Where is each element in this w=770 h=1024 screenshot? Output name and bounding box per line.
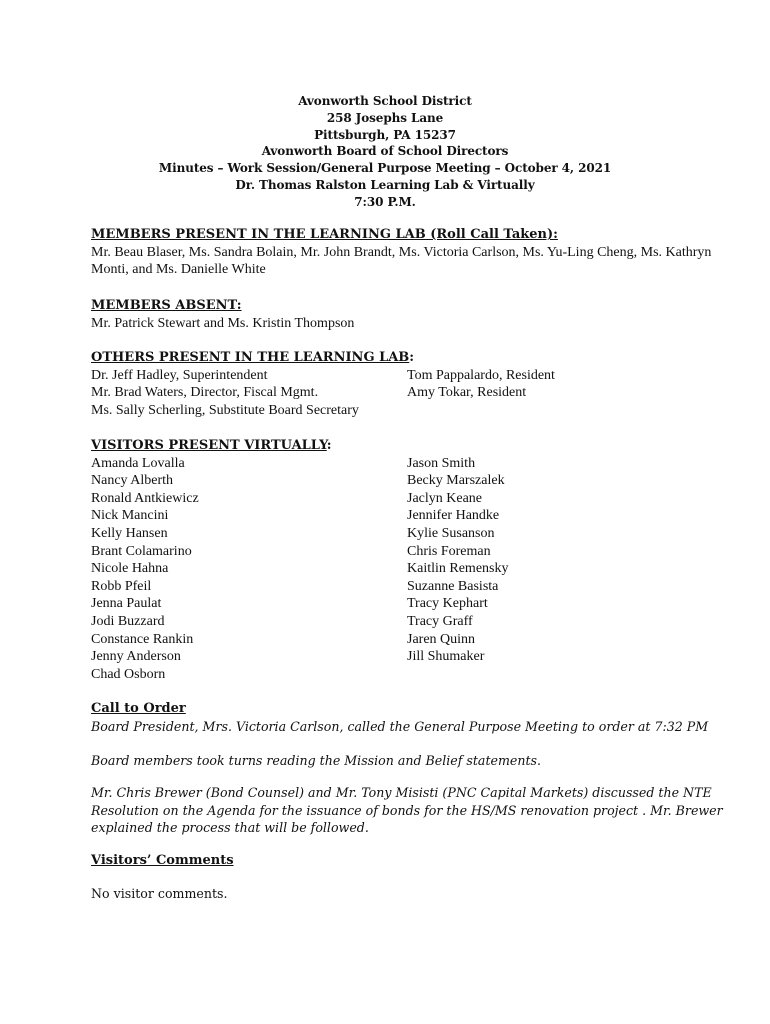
visitors-virtual-colon: :: [326, 438, 332, 453]
others-present-section: [91, 349, 751, 418]
meeting-time: 7:30 P.M.: [354, 194, 416, 209]
list-item: Amanda Lovalla: [91, 455, 185, 471]
visitors-comments-text: No visitor comments.: [91, 886, 228, 901]
list-item: Nancy Alberth: [91, 473, 174, 489]
visitors-comments-heading: Visitors’ Comments: [91, 853, 234, 868]
list-item: Jaclyn Keane: [407, 490, 483, 506]
list-item: Jason Smith: [407, 455, 476, 471]
list-item: Robb Pfeil: [91, 578, 152, 594]
list-item: Jennifer Handke: [407, 508, 500, 524]
others-present-colon: :: [409, 350, 415, 365]
mission-statement-note: Board members took turns reading the Mission and Belief statements.: [91, 753, 541, 768]
list-item: Nicole Hahna: [91, 561, 169, 577]
list-item: Jenny Anderson: [91, 649, 181, 665]
list-item: Ms. Sally Scherling, Substitute Board Secretary: [91, 402, 359, 418]
list-item: Jodi Buzzard: [91, 613, 165, 629]
visitors-comments-section: [91, 852, 751, 870]
list-item: Kaitlin Remensky: [407, 561, 509, 577]
call-to-order-section: [91, 700, 751, 735]
list-item: Mr. Brad Waters, Director, Fiscal Mgmt.: [91, 385, 319, 401]
list-item: Constance Rankin: [91, 631, 194, 647]
list-item: Kylie Susanson: [407, 525, 495, 541]
list-item: Kelly Hansen: [91, 525, 168, 541]
list-item: Chris Foreman: [407, 543, 491, 559]
list-item: Jaren Quinn: [407, 631, 476, 647]
list-item: Nick Mancini: [91, 508, 169, 524]
members-absent-heading: MEMBERS ABSENT:: [91, 298, 242, 313]
others-present-right: [407, 367, 555, 402]
visitors-virtual-right: [407, 455, 509, 666]
district-name: Avonworth School District: [298, 94, 472, 108]
list-item: Jenna Paulat: [91, 596, 162, 612]
list-item: Tracy Graff: [407, 613, 473, 629]
list-item: Amy Tokar, Resident: [407, 385, 527, 401]
list-item: Jill Shumaker: [407, 649, 485, 665]
others-present-heading: OTHERS PRESENT IN THE LEARNING LAB: [91, 350, 410, 365]
list-item: Brant Colamarino: [91, 543, 192, 559]
visitors-virtual-section: [91, 437, 751, 682]
visitors-virtual-heading: VISITORS PRESENT VIRTUALLY: [91, 438, 327, 453]
list-item: Dr. Jeff Hadley, Superintendent: [91, 367, 268, 383]
document-header: [0, 93, 770, 211]
visitors-virtual-heading-row: [91, 437, 751, 455]
board-name: Avonworth Board of School Directors: [261, 144, 509, 159]
district-address: 258 Josephs Lane: [326, 110, 444, 125]
meeting-location: Dr. Thomas Ralston Learning Lab & Virtually: [235, 177, 535, 192]
list-item: Suzanne Basista: [407, 578, 499, 594]
call-to-order-text: Board President, Mrs. Victoria Carlson, called the General Purpose Meeting to order at 7:32 PM: [91, 718, 709, 734]
list-item: Tracy Kephart: [407, 596, 488, 612]
members-present-heading: MEMBERS PRESENT IN THE LEARNING LAB (Roll Call Taken):: [91, 227, 558, 242]
list-item: Becky Marszalek: [407, 473, 505, 489]
members-absent-section: [91, 297, 751, 332]
others-present-heading-row: [91, 349, 751, 367]
list-item: Chad Osborn: [91, 666, 166, 682]
others-present-left: [91, 367, 359, 420]
list-item: Ronald Antkiewicz: [91, 490, 199, 506]
members-present-section: [91, 226, 751, 279]
meeting-title: Minutes – Work Session/General Purpose Meeting – October 4, 2021: [158, 161, 612, 176]
district-city: Pittsburgh, PA 15237: [314, 127, 456, 142]
bond-discussion-note: Mr. Chris Brewer (Bond Counsel) and Mr. Tony Misisti (PNC Capital Markets) discussed the NTE Resolution on the Agenda for the issuance of bonds for the HS/MS renovation project . Mr. Brewer explained the process that will be followed.: [91, 785, 723, 836]
members-present-list: Mr. Beau Blaser, Ms. Sandra Bolain, Mr. John Brandt, Ms. Victoria Carlson, Ms. Yu-Ling Cheng, Ms. Kathryn Monti, and Ms. Danielle White: [91, 244, 712, 278]
call-to-order-heading: Call to Order: [91, 701, 186, 716]
visitors-virtual-left: [91, 455, 199, 684]
members-absent-list: Mr. Patrick Stewart and Ms. Kristin Thompson: [91, 315, 355, 331]
list-item: Tom Pappalardo, Resident: [407, 367, 555, 383]
